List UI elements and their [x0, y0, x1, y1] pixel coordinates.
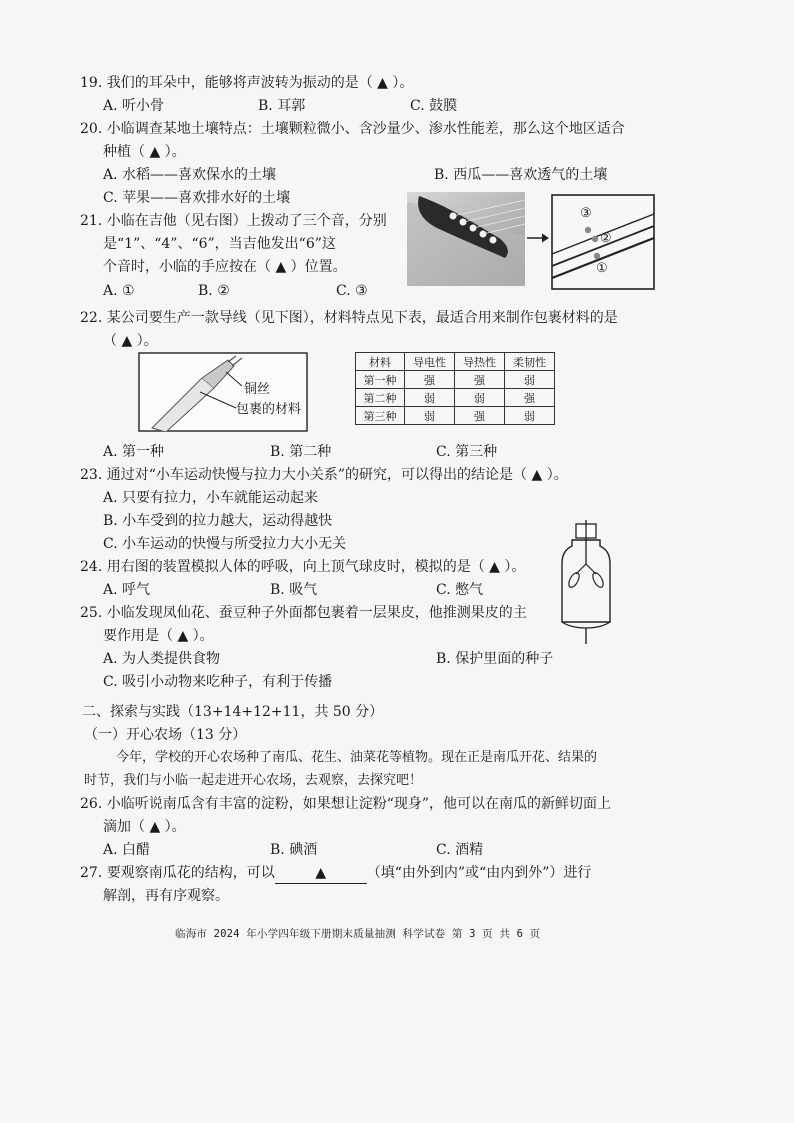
q20-option-c: C. 苹果——喜欢排水好的土壤	[103, 190, 291, 206]
q25-option-c: C. 吸引小动物来吃种子，有利于传播	[103, 674, 333, 690]
material-table-wrap	[355, 352, 555, 425]
wire-label-insulation: 包裹的材料	[236, 402, 302, 417]
q22-option-b: B. 第二种	[270, 444, 332, 460]
q21-option-b: B. ②	[198, 283, 230, 299]
q27-stem-line1	[80, 863, 591, 884]
q27-stem-prefix: 27. 要观察南瓜花的结构，可以	[80, 865, 275, 881]
section2-intro-line2: 时节，我们与小临一起走进开心农场，去观察，去探究吧！	[84, 773, 423, 788]
q20-option-a: A. 水稻——喜欢保水的土壤	[103, 167, 277, 183]
table-cell: 弱	[455, 389, 505, 407]
q24-option-a: A. 呼气	[103, 582, 151, 598]
section2-title: 二、探索与实践（13+14+12+11，共 50 分）	[82, 704, 384, 720]
q23-option-c: C. 小车运动的快慢与所受拉力大小无关	[103, 536, 347, 552]
q23-stem: 23. 通过对“小车运动快慢与拉力大小关系”的研究，可以得出的结论是（ ▲ ）。	[80, 467, 568, 483]
table-cell: 弱	[505, 371, 555, 389]
q22-option-c: C. 第三种	[436, 444, 498, 460]
table-header-cell: 材料	[356, 353, 405, 371]
page-footer: 临海市 2024 年小学四年级下册期末质量抽测 科学试卷 第 3 页 共 6 页	[175, 928, 541, 940]
table-cell: 第三种	[356, 407, 405, 425]
q20-option-b: B. 西瓜——喜欢透气的土壤	[434, 167, 608, 183]
material-table-header	[356, 353, 555, 371]
table-header-cell: 导电性	[405, 353, 455, 371]
q25-option-a: A. 为人类提供食物	[103, 651, 221, 667]
q22-stem-line1: 22. 某公司要生产一款导线（见下图），材料特点见下表，最适合用来制作包裹材料的是	[80, 310, 618, 326]
table-cell: 弱	[405, 407, 455, 425]
table-cell: 第一种	[356, 371, 405, 389]
section2-intro-line1: 今年，学校的开心农场种了南瓜、花生、油菜花等植物。现在正是南瓜开花、结果的	[116, 750, 598, 765]
guitar-position-label-2: ②	[600, 231, 612, 246]
q21-stem-line1: 21. 小临在吉他（见右图）上拨动了三个音，分别	[80, 213, 387, 229]
q20-stem-line2: 种植（ ▲ ）。	[103, 144, 186, 160]
q27-stem-suffix: （填“由外到内”或“由内到外”）进行	[366, 865, 592, 881]
q25-option-b: B. 保护里面的种子	[436, 651, 554, 667]
q24-stem: 24. 用右图的装置模拟人体的呼吸，向上顶气球皮时，模拟的是（ ▲ ）。	[80, 559, 526, 575]
q26-option-a: A. 白醋	[103, 842, 151, 858]
q19-option-b: B. 耳郭	[258, 98, 306, 114]
table-cell: 强	[405, 371, 455, 389]
table-row	[356, 407, 555, 425]
section2-subsection-title: （一）开心农场（13 分）	[84, 727, 247, 743]
q26-stem-line1: 26. 小临听说南瓜含有丰富的淀粉，如果想让淀粉“现身”，他可以在南瓜的新鲜切面上	[80, 796, 612, 812]
table-cell: 强	[505, 389, 555, 407]
wire-illustration	[138, 352, 308, 432]
table-cell: 强	[455, 371, 505, 389]
q19-option-a: A. 听小骨	[103, 98, 165, 114]
q24-option-c: C. 憋气	[436, 582, 484, 598]
table-cell: 强	[455, 407, 505, 425]
q21-option-a: A. ①	[103, 283, 135, 299]
q21-stem-line2: 是“1”、“4”、“6”，当吉他发出“6”这	[103, 236, 336, 252]
q25-stem-line1: 25. 小临发现凤仙花、蚕豆种子外面都包裹着一层果皮，他推测果皮的主	[80, 605, 527, 621]
q27-stem-line2: 解剖，再有序观察。	[103, 888, 229, 904]
table-row	[356, 371, 555, 389]
q20-stem-line1: 20. 小临调查某地土壤特点：土壤颗粒微小、含沙量少、渗水性能差，那么这个地区适合	[80, 121, 625, 137]
q21-stem-line3: 个音时，小临的手应按在（ ▲ ）位置。	[103, 259, 347, 275]
material-table	[355, 352, 555, 425]
table-cell: 第二种	[356, 389, 405, 407]
q19-option-c: C. 鼓膜	[410, 98, 458, 114]
q22-stem-line2: （ ▲ ）。	[103, 333, 158, 349]
table-cell: 弱	[405, 389, 455, 407]
table-header-cell: 导热性	[455, 353, 505, 371]
guitar-position-label-1: ①	[596, 261, 608, 276]
lung-model-diagram	[556, 520, 616, 644]
guitar-position-label-3: ③	[580, 206, 592, 221]
q23-option-b: B. 小车受到的拉力越大，运动得越快	[103, 513, 333, 529]
q25-stem-line2: 要作用是（ ▲ ）。	[103, 628, 214, 644]
table-cell: 弱	[505, 407, 555, 425]
wire-label-copper: 铜丝	[244, 382, 271, 397]
table-header-cell: 柔韧性	[505, 353, 555, 371]
guitar-bridge-photo	[407, 192, 525, 286]
arrow-right-icon	[526, 232, 550, 244]
q27-answer-blank[interactable]: ▲	[275, 863, 367, 884]
q21-option-c: C. ③	[336, 283, 368, 299]
q26-option-b: B. 碘酒	[270, 842, 318, 858]
q26-option-c: C. 酒精	[436, 842, 484, 858]
q26-stem-line2: 滴加（ ▲ ）。	[103, 819, 186, 835]
q19-stem: 19. 我们的耳朵中，能够将声波转为振动的是（ ▲ ）。	[80, 75, 414, 91]
q24-option-b: B. 吸气	[270, 582, 318, 598]
q22-option-a: A. 第一种	[103, 444, 165, 460]
table-row	[356, 389, 555, 407]
q23-option-a: A. 只要有拉力，小车就能运动起来	[103, 490, 319, 506]
